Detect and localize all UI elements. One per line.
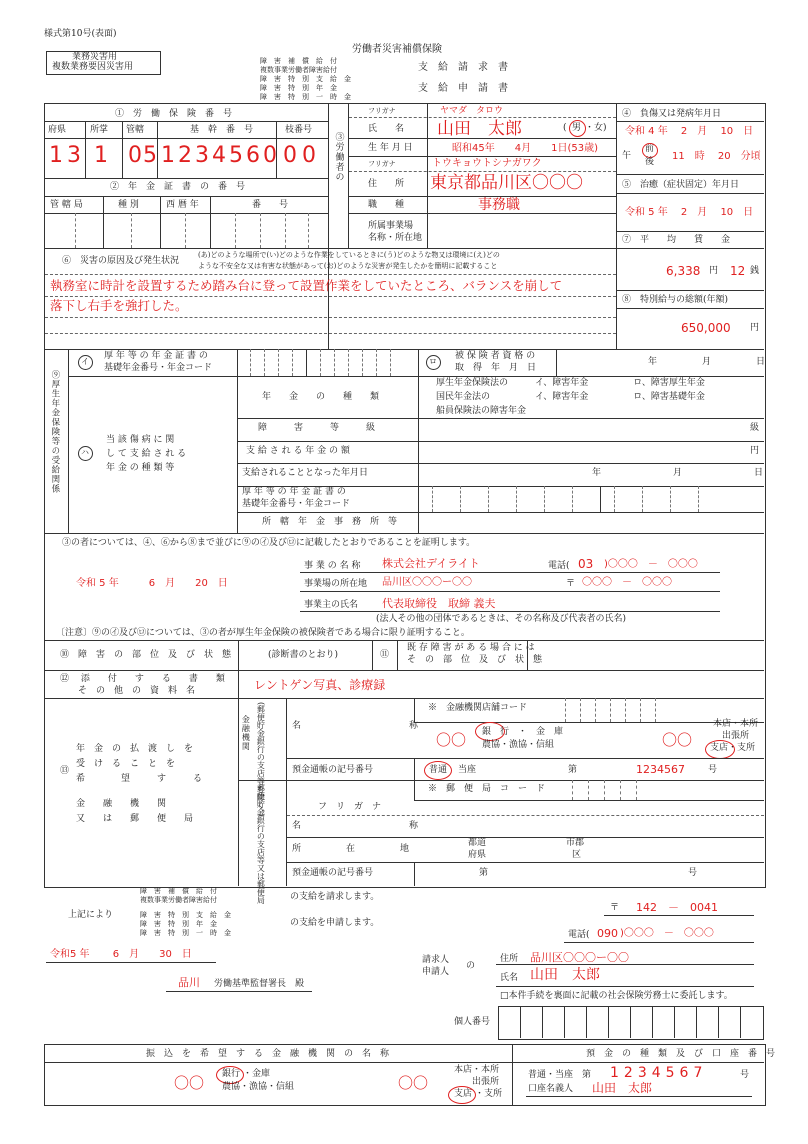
biz-loc-value: 品川区〇〇〇ー〇〇 <box>382 577 472 588</box>
ampm-after: 後 <box>645 157 655 167</box>
ro-date: 年 月 日 <box>648 357 766 367</box>
col-kankatsukyoku: 管 轄 局 <box>50 200 83 210</box>
claim-postal-mark: 〒 <box>610 903 620 913</box>
ro-mark: ロ <box>429 357 437 366</box>
digit-3: 1 <box>94 143 108 168</box>
address-kana-value: トウキョウトシナガワク <box>432 158 542 169</box>
col-kikan: 基 幹 番 号 <box>190 125 254 135</box>
claim-title-1: 障 害 補 償 給 付 <box>140 887 217 895</box>
disability-label: ⑩ 障 害 の 部 位 及 び 状 態 <box>60 650 232 660</box>
avg-wage-label: ⑦ 平 均 賃 金 <box>622 235 731 245</box>
pension-relation-side: ⑨厚生年金保険等の受給関係 <box>49 370 60 494</box>
title-item-4: 障 害 特 別 年 金 <box>260 84 337 92</box>
claim-title-3: 障 害 特 別 支 給 金 <box>140 911 231 919</box>
claim-intro: 上記により <box>68 910 114 920</box>
claim-title-2: 複数事業労働者障害給付 <box>140 896 217 904</box>
acct-dai: 第 <box>568 765 578 775</box>
i-text-1: 厚 年 等 の 年 金 証 書 の <box>104 351 208 361</box>
job-value: 事務職 <box>478 197 520 213</box>
accident-note-1: (あ)どのような場所で(い)どのような作業をしているときに(う)どのような物又は環境に(え)どの <box>198 251 500 259</box>
transfer-right-label: 預 金 の 種 類 及 び 口 座 番 号 <box>586 1049 776 1059</box>
row-cert-1: 厚 年 等 の 年 金 証 書 の <box>242 487 346 497</box>
digit-13: 0 <box>283 143 297 168</box>
post-acct-go: 号 <box>688 868 698 878</box>
address-value: 東京都品川区〇〇〇 <box>430 173 583 193</box>
delegate-text[interactable]: □本件手続を裏面に記載の社会保険労務士に委託します。 <box>500 991 733 1001</box>
gender-male: 男 <box>572 123 582 133</box>
acct-touza: 当座 <box>458 765 477 775</box>
shibu-2: 区 <box>572 850 582 860</box>
bank-side-label-2: (郵便貯金銀行の支店等を除く。) <box>256 702 266 817</box>
claim-addr: 品川区〇〇〇ー〇〇 <box>530 951 629 964</box>
digit-7: 2 <box>178 143 192 168</box>
digit-1: 1 <box>49 143 63 168</box>
office-label-2: 名称・所在地 <box>368 233 423 243</box>
biz-tel-rest: )〇〇〇 － 〇〇〇 <box>604 559 698 570</box>
claim-title-4: 障 害 特 別 年 金 <box>140 920 217 928</box>
claim-office-suffix: 労働基準監督署長 殿 <box>214 979 305 989</box>
disability-note: (診断書のとおり) <box>268 650 339 660</box>
kinds-1: 厚生年金保険法の イ、障害年金 ロ、障害厚生年金 <box>436 378 705 388</box>
labor-insurance-number-label: ① 労 働 保 険 番 号 <box>115 109 233 119</box>
col-edaban: 枝番号 <box>285 125 313 135</box>
claim-date: 令和5 年 6 月 30 日 <box>50 949 192 960</box>
injury-date-value: 令和 4 年 2 月 10 日 <box>625 126 754 137</box>
biz-tel-area: 03 <box>578 557 594 571</box>
amount-unit: 円 <box>750 446 760 456</box>
section13-num: ⑬ <box>60 766 70 776</box>
existing-label-1: 既 存 障 害 が あ る 場 合 に は <box>407 643 535 653</box>
digit-10: 5 <box>229 143 243 168</box>
payee-text-3: 希 望 す る <box>76 774 203 784</box>
owner-label: 事業主の氏名 <box>304 600 359 610</box>
todofuken-1: 都道 <box>468 838 487 848</box>
ampm-circle <box>642 143 658 158</box>
kinds-2: 国民年金法の イ、障害年金 ロ、障害基礎年金 <box>436 392 705 402</box>
claim-addr-label: 住所 <box>500 954 519 964</box>
row-amount: 支 給 さ れ る 年 金 の 額 <box>246 446 350 456</box>
form-header: 労働者災害補償保険 <box>352 44 442 55</box>
digit-8: 3 <box>195 143 209 168</box>
ro-text-1: 被 保 険 者 資 格 の <box>455 351 536 361</box>
special-pay-label: ⑧ 特別給与の総額(年額) <box>622 295 729 305</box>
ha-text-1: 当 該 傷 病 に 関 <box>106 435 175 445</box>
transfer-holder: 山田 太郎 <box>592 1081 653 1095</box>
i-mark: イ <box>81 357 89 366</box>
form-type-1: 業務災害用 <box>72 52 118 62</box>
pension-number-label: ② 年 金 証 書 の 番 号 <box>110 182 246 192</box>
acct-futsu: 普通 <box>429 765 448 775</box>
owner-note: (法人その他の団体であるときは、その名称及び代表者の氏名) <box>376 614 627 624</box>
kinds-3: 船員保険法の障害年金 <box>436 406 527 416</box>
name-label: 氏 名 <box>368 124 405 134</box>
special-pay-unit: 円 <box>750 323 760 333</box>
office-label-1: 所属事業場 <box>368 221 414 231</box>
biz-name-value: 株式会社デイライト <box>382 557 480 570</box>
attach-label-2: そ の 他 の 資 料 名 <box>78 686 196 696</box>
title-item-2: 複数事業労働者障害給付 <box>260 66 337 74</box>
ro-text-2: 取 得 年 月 日 <box>455 363 537 373</box>
col-bango: 番 号 <box>252 200 289 210</box>
worker-side-label: ③労働者の <box>333 132 344 182</box>
transfer-branch-circle <box>448 1086 476 1104</box>
branch-circle <box>705 740 735 759</box>
gender-open: ( <box>563 123 567 133</box>
row-grade: 障 害 等 級 <box>258 423 376 433</box>
birth-label: 生 年 月 日 <box>368 143 413 153</box>
transfer-bank-2: 農協・漁協・信組 <box>222 1082 295 1092</box>
job-label: 職 種 <box>368 200 405 210</box>
name-kana-value: ヤマダ タロウ <box>440 106 504 116</box>
grade-unit: 級 <box>750 423 760 433</box>
sen-unit: 銭 <box>750 266 760 276</box>
transfer-br-1: 本店・本所 <box>454 1065 500 1075</box>
post-code-label: ※ 郵 便 局 コ ー ド <box>428 784 546 794</box>
post-side-label: 郵便貯金銀行の支店等又は郵便局 <box>256 784 266 904</box>
row-office: 所 轄 年 金 事 務 所 等 <box>262 517 398 527</box>
col-kankatsu: 管轄 <box>126 125 145 135</box>
owner-value: 代表取締役 取締 義夫 <box>382 597 496 610</box>
gender-female: ・女) <box>585 123 607 133</box>
cert-date: 令和 5 年 6 月 20 日 <box>76 578 228 589</box>
claim-title-5: 障 害 特 別 一 時 金 <box>140 929 231 937</box>
todofuken-2: 府県 <box>468 850 487 860</box>
post-name-label: 名 称 <box>292 821 419 831</box>
cure-date-value: 令和 5 年 2 月 10 日 <box>625 207 754 218</box>
avg-wage-sen: 12 <box>730 264 746 278</box>
post-furigana: フ リ ガ ナ <box>318 802 382 812</box>
biz-tel-label: 電話( <box>548 561 570 571</box>
col-seireki: 西 暦 年 <box>166 200 199 210</box>
furigana-label: フリガナ <box>368 107 396 115</box>
avg-wage-yen: 6,338 <box>666 264 701 278</box>
claim-shinsei: の支給を申請します。 <box>290 918 380 928</box>
branch-kinds-2: 出張所 <box>722 731 750 741</box>
digit-9: 4 <box>212 143 226 168</box>
i-text-2: 基礎年金番号・年金コード <box>104 363 213 373</box>
name-value: 山田 太郎 <box>437 119 522 139</box>
ha-text-2: し て 支 給 さ れ る <box>106 449 187 459</box>
ampm-before: 前 <box>645 144 655 154</box>
post-acct-label: 預金通帳の記号番号 <box>292 868 374 878</box>
claim-role-1: 請求人 <box>422 955 450 965</box>
transfer-br-2: 出張所 <box>472 1077 500 1087</box>
claim-tel-label: 電話( <box>568 930 590 940</box>
furigana-label-2: フリガナ <box>368 160 396 168</box>
claim-role-2: 申請人 <box>422 967 450 977</box>
title-item-3: 障 害 特 別 支 給 金 <box>260 75 351 83</box>
futsu-circle <box>424 761 452 780</box>
transfer-holder-label: 口座名義人 <box>528 1084 574 1094</box>
cure-date-label: ⑤ 治癒（症状固定）年月日 <box>622 180 740 190</box>
digit-2: 3 <box>67 143 81 168</box>
form-number: 様式第10号(表面) <box>44 29 117 39</box>
transfer-br-3b: ・支所 <box>475 1089 503 1099</box>
accident-note-2: ような不安全な又は有害な状態があって(お)どのような災害が発生したかを簡明に記載すること <box>198 262 498 270</box>
payee-text-1: 年 金 の 払 渡 し を <box>76 744 194 754</box>
acct-go: 号 <box>708 765 718 775</box>
transfer-bank-1b: ・金庫 <box>243 1069 271 1079</box>
transfer-branch-name: 〇〇 <box>398 1074 429 1092</box>
digit-12: 0 <box>263 143 277 168</box>
bank-side-label: 金融機関 <box>241 715 251 751</box>
transfer-left-label: 振 込 を 希 望 す る 金 融 機 関 の 名 称 <box>146 1049 390 1059</box>
biz-loc-label: 事業場の所在地 <box>304 579 368 589</box>
cert-text: ③の者については、④、⑥から⑧まで並びに⑨の㋑及び㋺に記載したとおりであることを証明します。 <box>62 538 476 548</box>
transfer-bank-1: 銀行 <box>222 1069 241 1079</box>
mynumber-boxes[interactable] <box>498 1006 764 1040</box>
biz-postal: 〇〇〇 － 〇〇〇 <box>582 577 672 588</box>
birth-value: 昭和45年 4月 1日(53歳) <box>452 143 598 154</box>
biz-name-label: 事 業 の 名 称 <box>304 561 361 571</box>
pay-date-ymd: 年 月 日 <box>592 468 764 478</box>
claim-no: の <box>466 961 476 971</box>
row-cert-2: 基礎年金番号・年金コード <box>242 499 351 509</box>
yen-unit: 円 <box>709 266 719 276</box>
title-item-1: 障 害 補 償 給 付 <box>260 57 337 65</box>
shibu-1: 市郡 <box>566 838 585 848</box>
claim-seikyu: の支給を請求します。 <box>290 892 380 902</box>
address-label: 住 所 <box>368 179 405 189</box>
transfer-bank-name: 〇〇 <box>174 1074 205 1092</box>
bank-name-value: 〇〇 <box>436 731 467 749</box>
accident-label: ⑥ 災害の原因及び発生状況 <box>62 256 180 266</box>
bank-kinds-2: 農協・漁協・信組 <box>482 740 555 750</box>
form-type-2: 複数業務要因災害用 <box>52 62 134 72</box>
bank-kinds-1: 銀 行 ・ 金 庫 <box>482 727 564 737</box>
post-acct-dai: 第 <box>479 868 489 878</box>
col-shosho: 所掌 <box>90 125 109 135</box>
payee-text-2: 受 け る こ と を <box>76 759 176 769</box>
title-shinsei: 支 給 申 請 書 <box>418 83 508 94</box>
digit-6: 1 <box>161 143 175 168</box>
digit-11: 6 <box>246 143 260 168</box>
transfer-kind: 普通・当座 第 <box>528 1070 592 1080</box>
claim-name-label: 氏名 <box>500 973 519 983</box>
ampm-label: 午 <box>622 151 632 161</box>
bank-code-label: ※ 金融機関店舗コード <box>428 703 528 713</box>
caution-text: 〔注意〕⑨の㋑及び㋺については、③の者が厚生年金保険の被保険者である場合に限り証明すること。 <box>56 628 470 638</box>
col-shubetsu: 種 別 <box>118 200 139 210</box>
branch-name-value: 〇〇 <box>662 731 693 749</box>
branch-kinds-1: 本店・本所 <box>713 719 759 729</box>
col-fuken: 府県 <box>48 125 67 135</box>
bank-name-label: 名 称 <box>292 721 419 731</box>
ha-mark: ハ <box>81 448 89 457</box>
existing-num: ⑪ <box>380 650 390 660</box>
digit-5: 5 <box>143 143 157 168</box>
attach-label-1: ⑫ 添 付 す る 書 類 <box>60 674 225 684</box>
claim-name: 山田 太郎 <box>530 967 600 983</box>
branch-kinds-3: 支店・支所 <box>710 743 756 753</box>
claim-office: 品川 <box>178 976 200 989</box>
ha-text-3: 年 金 の 種 類 等 <box>106 463 175 473</box>
accident-line-1: 執務室に時計を設置するため踏み台に登って設置作業をしていたところ、バランスを崩して <box>50 278 563 293</box>
post-addr-label: 所 在 地 <box>292 844 410 854</box>
title-item-5: 障 害 特 別 一 時 金 <box>260 93 351 101</box>
transfer-br-3: 支店 <box>454 1089 473 1099</box>
acct-label: 預金通帳の記号番号 <box>292 765 374 775</box>
existing-label-2: そ の 部 位 及 び 状 態 <box>407 655 543 665</box>
special-pay-value: 650,000 <box>681 321 731 335</box>
transfer-acct: 1234567 <box>610 1065 708 1081</box>
row-pay-date: 支給されることとなった年月日 <box>242 468 369 478</box>
transfer-go: 号 <box>740 1070 750 1080</box>
payee-text-5: 又 は 郵 便 局 <box>76 814 194 824</box>
mynumber-label: 個人番号 <box>454 1017 491 1027</box>
injury-date-label: ④ 負傷又は発病年月日 <box>622 109 722 119</box>
attach-value: レントゲン写真、診療録 <box>254 678 386 692</box>
digit-14: 0 <box>302 143 316 168</box>
title-seikyu: 支 給 請 求 書 <box>418 62 508 73</box>
claim-postal: 142 － 0041 <box>636 901 718 914</box>
digit-4: 0 <box>128 143 142 168</box>
payee-text-4: 金 融 機 関 <box>76 799 167 809</box>
row-pension-kind: 年 金 の 種 類 <box>262 392 380 402</box>
injury-time-value: 11 時 20 分頃 <box>672 151 761 162</box>
acct-number: 1234567 <box>636 763 685 776</box>
claim-tel-rest: )〇〇〇 － 〇〇〇 <box>620 928 714 939</box>
accident-line-2: 落下し右手を強打した。 <box>50 298 188 313</box>
biz-postal-mark: 〒 <box>566 579 576 589</box>
claim-tel-area: 090 <box>597 927 618 940</box>
